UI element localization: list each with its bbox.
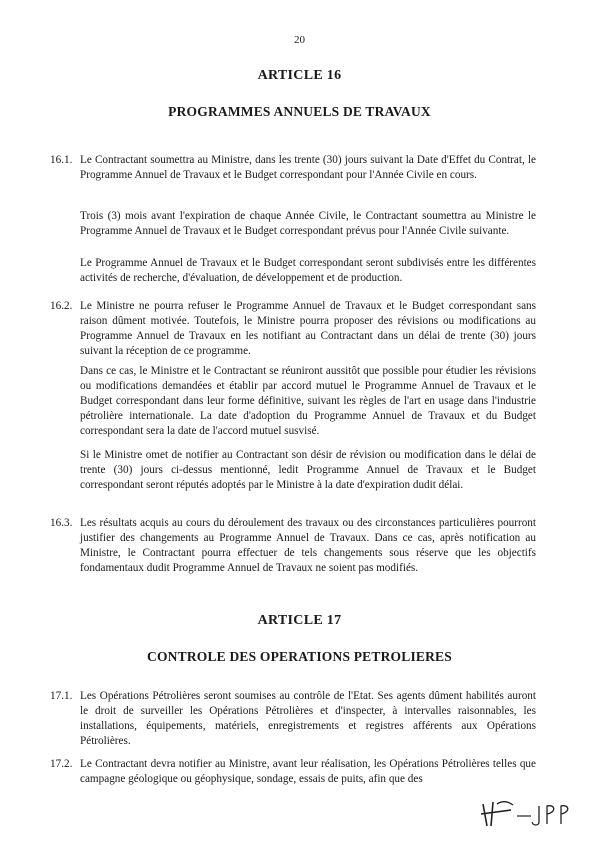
article-17-title: CONTROLE DES OPERATIONS PETROLIERES [147, 649, 452, 664]
paragraph-16-1-c: Le Programme Annuel de Travaux et le Budget correspondant seront subdivisés entre les différentes activités de recherche, d'évaluation, de développement et de production. [80, 257, 536, 284]
paragraph-16-2-c: Si le Ministre omet de notifier au Contractant son désir de révision ou modification dans le délai de trente (30) jours ci-dessus mentionné, ledit Programme Annuel de Travaux et le Budget correspondant seront réputés adoptés par le Ministre à la date d'expiration dudit délai. [80, 449, 536, 491]
clause-text: Les Opérations Pétrolières seront soumises au contrôle de l'Etat. Ses agents dûment habilités auront le droit de surveiller les Opérations Pétrolières et d'inspecter, à intervalles raisonnables, les installations, équipements, matériels, enregistrements et registres afférents aux Opérations Pétrolières. [80, 690, 536, 747]
clause-number: 16.1. [50, 154, 73, 166]
clause-16-3 [50, 516, 536, 576]
clause-text: Le Contractant devra notifier au Ministre, avant leur réalisation, les Opérations Pétrolières telles que campagne géologique ou géophysique, sondage, essais de puits, afin que des [80, 758, 536, 785]
clause-text: Les résultats acquis au cours du déroulement des travaux ou des circonstances particulières pourront justifier des changements au Programme Annuel de Travaux. Dans ce cas, après notification au Ministre, le Contractant pourra effectuer de tels changements sous réserve que les objectifs fondamentaux dudit Programme Annuel de Travaux ne soient pas modifiés. [80, 517, 536, 574]
article-16-heading: ARTICLE 16 [257, 68, 342, 83]
paragraph-16-1-b: Trois (3) mois avant l'expiration de chaque Année Civile, le Contractant soumettra au Ministre le Programme Annuel de Travaux et le Budget correspondant prévus pour l'Année Civile suivante. [80, 210, 536, 237]
clause-text: Le Contractant soumettra au Ministre, dans les trente (30) jours suivant la Date d'Effet du Contrat, le Programme Annuel de Travaux et le Budget correspondant pour l'Année Civile en cours. [80, 154, 536, 181]
clause-number: 17.1. [50, 690, 73, 702]
clause-number: 16.2. [50, 300, 73, 312]
clause-17-1 [50, 689, 536, 749]
article-17-heading: ARTICLE 17 [257, 613, 342, 628]
page-number: 20 [294, 34, 305, 46]
paragraph-16-2-b: Dans ce cas, le Ministre et le Contractant se réuniront aussitôt que possible pour étudier les révisions ou modifications demandées et établir par accord mutuel le Programme Annuel de Travaux et le Budget correspondant dans leur forme définitive, suivant les règles de l'art en usage dans l'industrie pétrolière internationale. La date d'adoption du Programme Annuel de Travaux et du Budget correspondant sera la date de l'accord mutuel susvisé. [80, 365, 536, 437]
clause-number: 16.3. [50, 517, 73, 529]
clause-16-1 [50, 153, 536, 183]
clause-16-2 [50, 299, 536, 359]
article-16-title: PROGRAMMES ANNUELS DE TRAVAUX [168, 104, 431, 119]
clause-text: Le Ministre ne pourra refuser le Programme Annuel de Travaux et le Budget correspondant sans raison dûment motivée. Toutefois, le Ministre pourra proposer des révisions ou modifications au Programme Annuel de Travaux en les notifiant au Contractant dans un délai de trente (30) jours suivant la réception de ce programme. [80, 300, 536, 357]
handwritten-signature [477, 796, 577, 835]
clause-17-2 [50, 757, 536, 787]
clause-number: 17.2. [50, 758, 73, 770]
